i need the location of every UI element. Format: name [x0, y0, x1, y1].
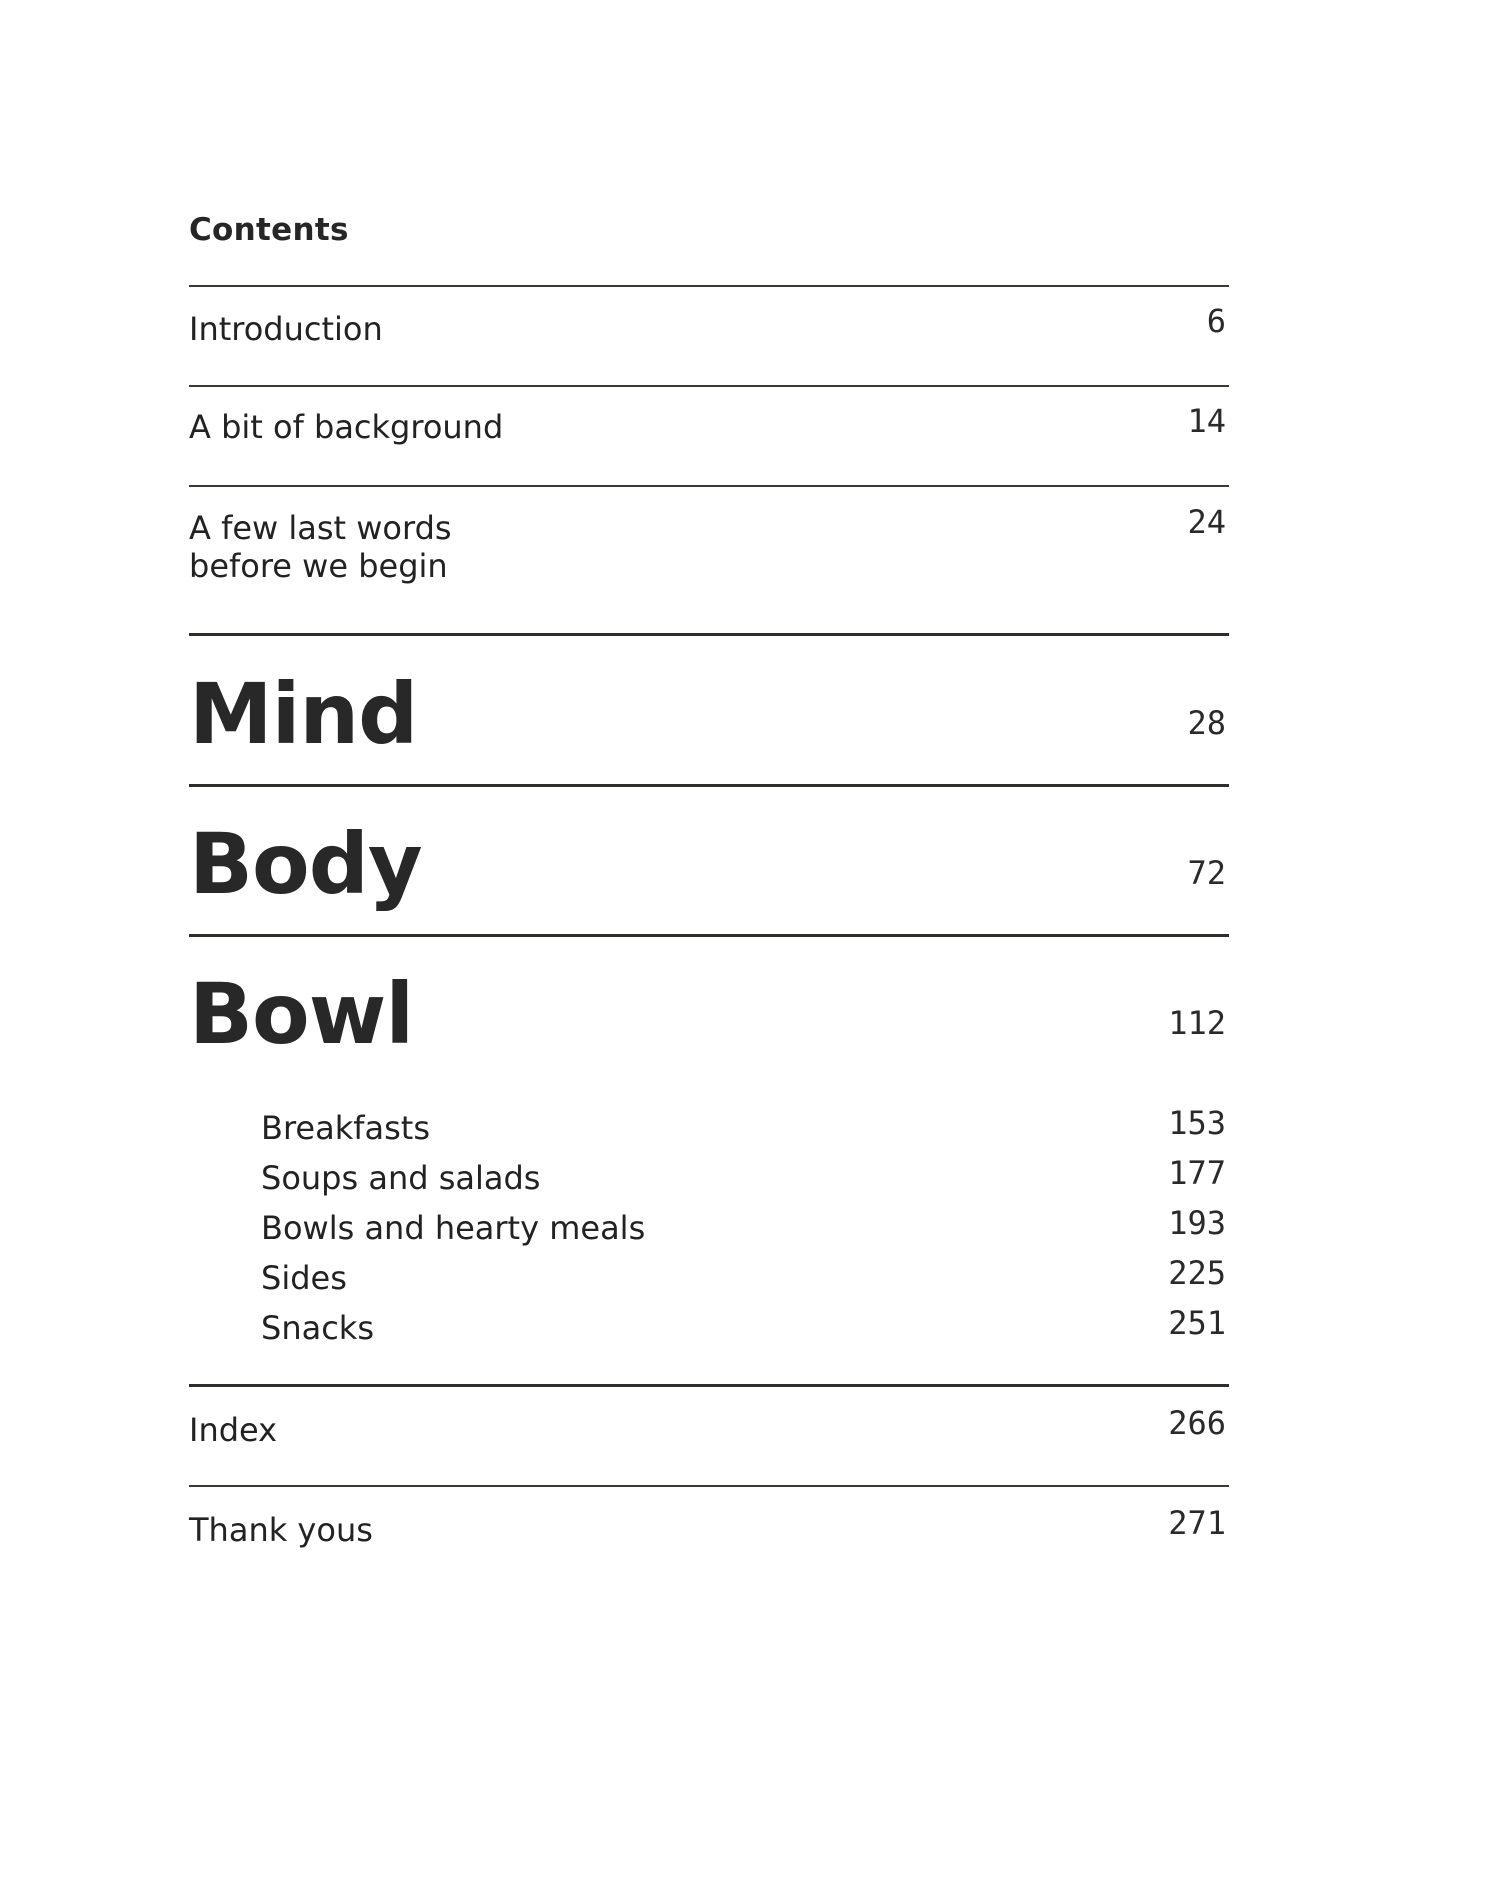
divider	[189, 784, 1229, 787]
toc-entry-index-page: 266	[1168, 1404, 1226, 1442]
toc-section-breakfasts-page: 153	[1168, 1104, 1226, 1142]
toc-section-bowls-title[interactable]: Bowls and hearty meals	[261, 1209, 646, 1247]
divider	[189, 633, 1229, 636]
toc-section-bowls-page: 193	[1168, 1204, 1226, 1242]
divider	[189, 1384, 1229, 1387]
toc-entry-introduction-page: 6	[1206, 302, 1226, 340]
divider	[189, 285, 1229, 287]
toc-entry-last-words-page: 24	[1187, 503, 1226, 541]
divider	[189, 934, 1229, 937]
toc-entry-thank-yous-title[interactable]: Thank yous	[189, 1511, 373, 1549]
divider	[189, 385, 1229, 387]
toc-section-snacks-title[interactable]: Snacks	[261, 1309, 374, 1347]
toc-part-body-page: 72	[1187, 854, 1226, 892]
toc-part-bowl-page: 112	[1168, 1004, 1226, 1042]
toc-entry-introduction-title[interactable]: Introduction	[189, 310, 383, 348]
toc-section-snacks-page: 251	[1168, 1304, 1226, 1342]
toc-part-body-title[interactable]: Body	[189, 815, 422, 913]
toc-part-mind-page: 28	[1187, 704, 1226, 742]
toc-section-sides-title[interactable]: Sides	[261, 1259, 347, 1297]
toc-section-breakfasts-title[interactable]: Breakfasts	[261, 1109, 430, 1147]
toc-entry-last-words-title[interactable]: A few last words before we begin	[189, 509, 452, 585]
divider	[189, 485, 1229, 487]
divider	[189, 1485, 1229, 1487]
toc-section-soups-page: 177	[1168, 1154, 1226, 1192]
contents-heading: Contents	[189, 212, 349, 248]
toc-part-bowl-title[interactable]: Bowl	[189, 965, 414, 1063]
toc-part-mind-title[interactable]: Mind	[189, 665, 418, 763]
toc-section-soups-title[interactable]: Soups and salads	[261, 1159, 541, 1197]
toc-section-sides-page: 225	[1168, 1254, 1226, 1292]
toc-entry-index-title[interactable]: Index	[189, 1411, 278, 1449]
toc-entry-background-page: 14	[1187, 402, 1226, 440]
toc-entry-background-title[interactable]: A bit of background	[189, 408, 504, 446]
toc-entry-thank-yous-page: 271	[1168, 1504, 1226, 1542]
